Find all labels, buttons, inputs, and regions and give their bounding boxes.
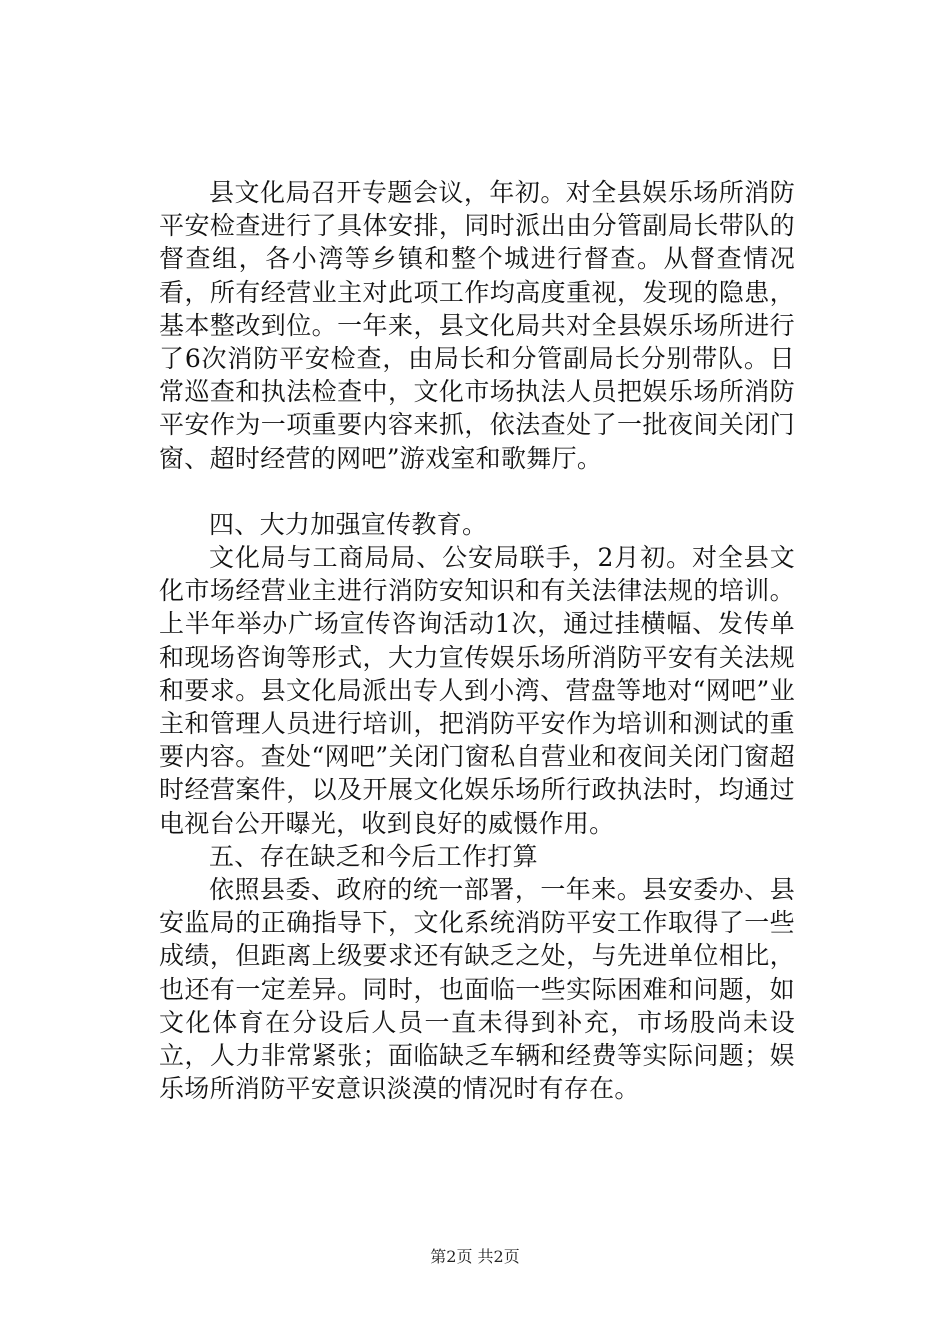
page-footer: 第2页 共2页 [430, 1247, 520, 1266]
paragraph-spacer [159, 475, 795, 508]
paragraph-publicity: 文化局与工商局局、公安局联手，2月初。对全县文化市场经营业主进行消防安知识和有关法律法规的培训。上半年举办广场宣传咨询活动1次，通过挂横幅、发传单和现场咨询等形式，大力宣传娱乐场所消防平安有关法规和要求。县文化局派出专人到小湾、营盘等地对“网吧”业主和管理人员进行培训，把消防平安作为培训和测试的重要内容。查处“网吧”关闭门窗私自营业和夜间关闭门窗超时经营案件，以及开展文化娱乐场所行政执法时，均通过电视台公开曝光，收到良好的威慑作用。 [159, 543, 795, 838]
section-heading-publicity: 四、大力加强宣传教育。 [209, 509, 488, 539]
paragraph-inspection: 县文化局召开专题会议，年初。对全县娱乐场所消防平安检查进行了具体安排，同时派出由分管副局长带队的督查组，各小湾等乡镇和整个城进行督查。从督查情况看，所有经营业主对此项工作均高度重视，发现的隐患，基本整改到位。一年来，县文化局共对全县娱乐场所进行了6次消防平安检查，由局长和分管副局长分别带队。日常巡查和执法检查中，文化市场执法人员把娱乐场所消防平安作为一项重要内容来抓，依法查处了一批夜间关闭门窗、超时经营的网吧”游戏室和歌舞厅。 [159, 178, 795, 473]
document-body [159, 176, 795, 1105]
paragraph-shortcomings: 依照县委、政府的统一部署，一年来。县安委办、县安监局的正确指导下，文化系统消防平安工作取得了一些成绩，但距离上级要求还有缺乏之处，与先进单位相比，也还有一定差异。同时，也面临一些实际困难和问题，如文化体育在分设后人员一直未得到补充，市场股尚未设立，人力非常紧张；面临缺乏车辆和经费等实际问题；娱乐场所消防平安意识淡漠的情况时有存在。 [159, 875, 795, 1104]
section-heading-shortcomings: 五、存在缺乏和今后工作打算 [209, 841, 538, 871]
